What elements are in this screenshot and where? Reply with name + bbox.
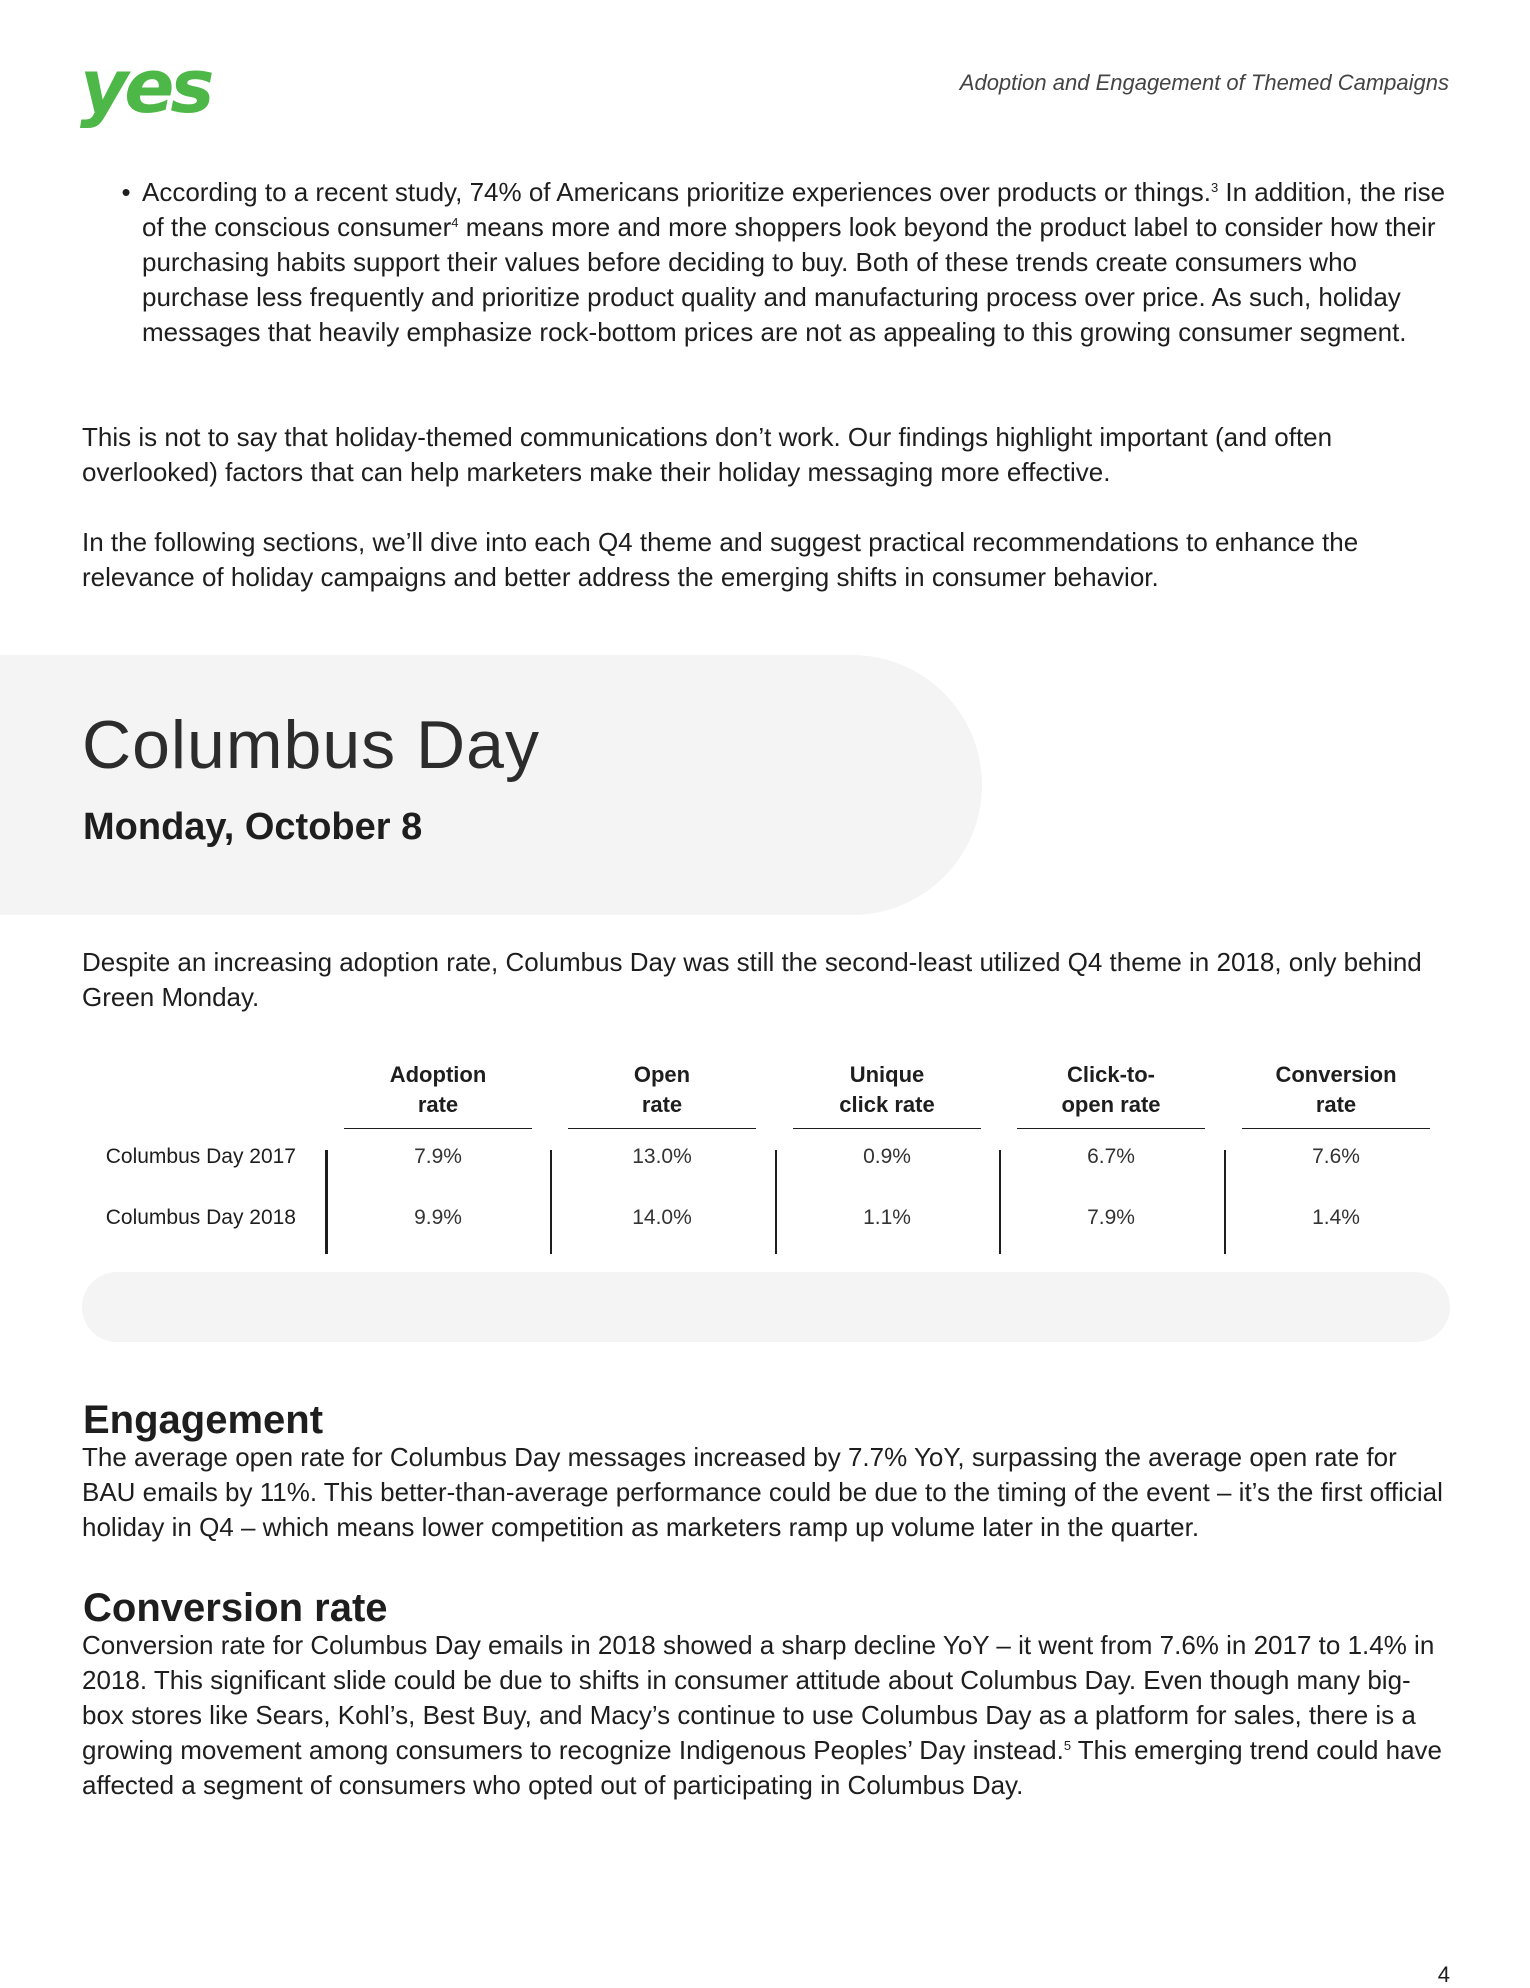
table-divider bbox=[999, 1150, 1001, 1254]
bullet-text bbox=[142, 175, 1454, 350]
conversion-heading: Conversion rate bbox=[83, 1586, 388, 1630]
table-cell: 1.4% bbox=[1312, 1206, 1360, 1229]
section-date: Monday, October 8 bbox=[83, 806, 423, 848]
engagement-body: The average open rate for Columbus Day messages increased by 7.7% YoY, surpassing the average open rate for BAU emails by 11%. This better-than-average performance could be due to the timing of the event – it’s the first official holiday in Q4 – which means lower competition as marketers ramp up volume later in the quarter. bbox=[82, 1442, 1443, 1542]
table-cell: 7.6% bbox=[1312, 1145, 1360, 1168]
intro-paragraph-1: This is not to say that holiday-themed communications don’t work. Our findings highlight important (and often overlooked) factors that can help marketers make their holiday messaging more effective. bbox=[82, 422, 1333, 487]
logo-text: yes bbox=[80, 50, 211, 130]
bullet-list-item bbox=[114, 175, 1454, 350]
conversion-body bbox=[82, 1628, 1452, 1803]
table-cell: 7.9% bbox=[414, 1145, 462, 1168]
engagement-heading: Engagement bbox=[83, 1398, 324, 1442]
table-cell: 0.9% bbox=[863, 1145, 911, 1168]
header-line: open rate bbox=[1061, 1092, 1161, 1117]
bullet-text-part: means more and more shoppers look beyond the product label to consider how their purchasing habits support their values before deciding to buy. Both of these trends create consumers who purchase less frequently and prioritize product quality and manufacturing process over price. As such, holiday messages that heavily emphasize rock-bottom prices are not as appealing to this growing consumer segment. bbox=[142, 212, 1436, 347]
intro-paragraph-2: In the following sections, we’ll dive into each Q4 theme and suggest practical recommendations to enhance the relevance of holiday campaigns and better address the emerging shifts in consumer behavior. bbox=[82, 527, 1359, 592]
bullet-dot-icon: • bbox=[121, 177, 131, 207]
table-cell: 14.0% bbox=[632, 1206, 692, 1229]
section-banner bbox=[0, 655, 982, 915]
footnote-ref-4[interactable]: 4 bbox=[451, 215, 459, 230]
header-line: rate bbox=[641, 1092, 683, 1117]
table-cell: 13.0% bbox=[632, 1145, 692, 1168]
table-cell: 6.7% bbox=[1087, 1145, 1135, 1168]
table-header bbox=[793, 1060, 981, 1129]
footnote-ref-3[interactable]: 3 bbox=[1210, 180, 1219, 195]
conversion-text-part: Conversion rate for Columbus Day emails in 2018 showed a sharp decline YoY – it went from 7.6% in 2017 to 1.4% in 2018. This significant slide could be due to shifts in consumer attitude about Columbus Day. Even though many big-box stores like Sears, Kohl’s, Best Buy, and Macy’s continue to use Columbus Day as a platform for sales, there is a growing movement among consumers to recognize Indigenous Peoples’ Day instead. bbox=[82, 1630, 1435, 1765]
table-header bbox=[568, 1060, 756, 1129]
table-divider bbox=[325, 1150, 328, 1254]
conversion-text-part: This emerging trend could have affected a segment of consumers who opted out of participating in Columbus Day. bbox=[82, 1735, 1443, 1800]
table-divider bbox=[775, 1150, 777, 1254]
header-line: rate bbox=[1315, 1092, 1357, 1117]
header-line: rate bbox=[417, 1092, 459, 1117]
header-line: Conversion bbox=[1275, 1062, 1397, 1087]
section-title: Columbus Day bbox=[82, 707, 540, 783]
header-line: click rate bbox=[839, 1092, 935, 1117]
page-number: 4 bbox=[1437, 1962, 1450, 1987]
header-line: Click-to- bbox=[1067, 1062, 1155, 1087]
table-divider bbox=[550, 1150, 552, 1254]
table-footer-bar bbox=[82, 1272, 1450, 1342]
table-cell: 7.9% bbox=[1087, 1206, 1135, 1229]
header-line: Unique bbox=[849, 1062, 925, 1087]
document-title: Adoption and Engagement of Themed Campaigns bbox=[959, 70, 1449, 95]
footnote-ref-5[interactable]: 5 bbox=[1063, 1738, 1072, 1753]
yes-logo bbox=[80, 50, 212, 140]
row-label: Columbus Day 2017 bbox=[105, 1145, 296, 1168]
table-header bbox=[344, 1060, 532, 1129]
row-label: Columbus Day 2018 bbox=[105, 1206, 296, 1229]
bullet-text-part: In addition, the rise of the conscious consumer bbox=[142, 177, 1446, 242]
section-summary: Despite an increasing adoption rate, Columbus Day was still the second-least utilized Q4 theme in 2018, only behind Green Monday. bbox=[82, 947, 1422, 1012]
header-line: Open bbox=[633, 1062, 691, 1087]
table-header bbox=[1242, 1060, 1430, 1129]
table-header bbox=[1017, 1060, 1205, 1129]
bullet-text-part: According to a recent study, 74% of Americans prioritize experiences over products or things. bbox=[142, 177, 1211, 207]
header-line: Adoption bbox=[389, 1062, 487, 1087]
table-divider bbox=[1224, 1150, 1226, 1254]
table-cell: 1.1% bbox=[863, 1206, 911, 1229]
table-cell: 9.9% bbox=[414, 1206, 462, 1229]
